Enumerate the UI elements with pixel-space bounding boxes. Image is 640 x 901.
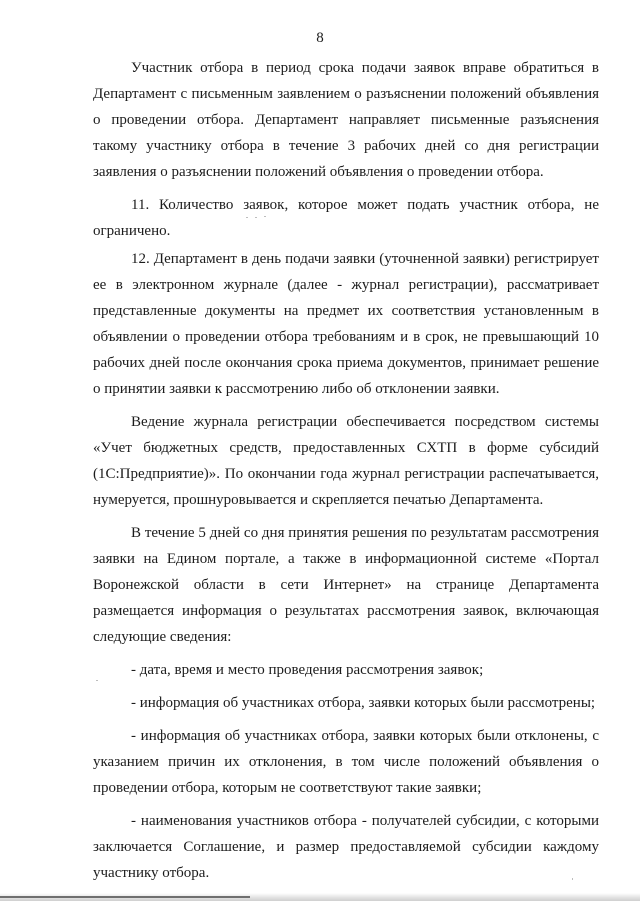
paragraph-line: размещается информация о результатах рассмотрения заявок, включающая [93, 603, 599, 619]
paragraph-line: 12. Департамент в день подачи заявки (уточненной заявки) регистрирует [131, 251, 599, 267]
paragraph-line: следующие сведения: [93, 629, 232, 645]
paragraph-line: заявления о разъяснении положений объявления о проведении отбора. [93, 164, 544, 180]
scan-speck [264, 216, 266, 217]
paragraph-line: Ведение журнала регистрации обеспечивается посредством системы [131, 414, 599, 430]
scan-speck [255, 217, 257, 218]
list-item: - информация об участниках отбора, заявки которых были отклонены, с [131, 728, 599, 744]
list-item-line: участнику отбора. [93, 865, 210, 881]
paragraph-line: (1С:Предприятие)». По окончании года журнал регистрации распечатывается, [93, 466, 599, 482]
list-item: - наименования участников отбора - получателей субсидии, с которыми [131, 813, 599, 829]
paragraph-line: рабочих дней после окончания срока приема документов, принимает решение [93, 355, 599, 371]
page-number: 8 [316, 30, 324, 46]
paragraph-line: объявлении о проведении отбора требованиям и в срок, не превышающий 10 [93, 329, 599, 345]
paragraph-line: В течение 5 дней со дня принятия решения по результатам рассмотрения [131, 525, 599, 541]
paragraph-line: такому участнику отбора в течение 3 рабочих дней со дня регистрации [93, 138, 599, 154]
paragraph-line: ограничено. [93, 223, 171, 239]
list-item-line: заключается Соглашение, и размер предоставляемой субсидии каждому [93, 839, 599, 855]
paragraph-line: нумеруется, прошнуровывается и скрепляется печатью Департамента. [93, 492, 544, 508]
paragraph-line: Участник отбора в период срока подачи заявок вправе обратиться в [131, 60, 599, 76]
paragraph-line: Департамент с письменным заявлением о разъяснении положений объявления [93, 86, 599, 102]
paragraph-line: о проведении отбора. Департамент направляет письменные разъяснения [93, 112, 599, 128]
list-item: - информация об участниках отбора, заявки которых были рассмотрены; [131, 695, 596, 711]
paragraph-line: заявки на Едином портале, а также в информационной системе «Портал [93, 551, 599, 567]
paragraph-line: Воронежской области в сети Интернет» на странице Департамента [93, 577, 599, 593]
scan-edge-line [0, 896, 250, 898]
paragraph-line: ее в электронном журнале (далее - журнал регистрации), рассматривает [93, 277, 599, 293]
paragraph-line: 11. Количество заявок, которое может подать участник отбора, не [131, 197, 599, 213]
scan-speck [572, 878, 573, 880]
paragraph-line: о принятии заявки к рассмотрению либо об отклонении заявки. [93, 381, 500, 397]
scan-speck [96, 680, 98, 681]
document-body [93, 55, 599, 886]
scan-speck [246, 217, 248, 218]
list-item-line: проведении отбора, которым не соответствуют такие заявки; [93, 780, 482, 796]
paragraph-line: «Учет бюджетных средств, предоставленных СХТП в форме субсидий [93, 440, 599, 456]
paragraph-line: представленные документы на предмет их соответствия установленным в [93, 303, 599, 319]
list-item: - дата, время и место проведения рассмотрения заявок; [131, 662, 484, 678]
list-item-line: указанием причин их отклонения, в том числе положений объявления о [93, 754, 599, 770]
